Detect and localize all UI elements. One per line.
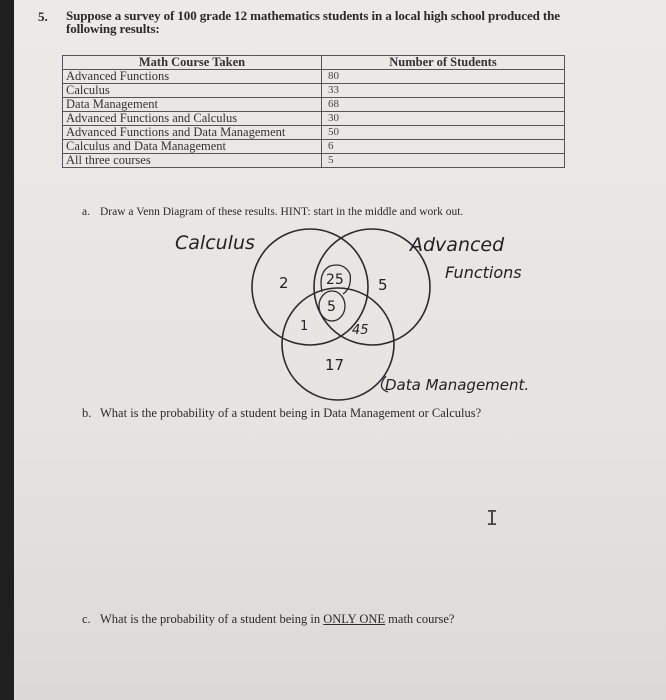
part-c xyxy=(82,612,454,627)
part-a-label: a. xyxy=(82,206,90,218)
question-number: 5. xyxy=(38,9,48,24)
question-text: Suppose a survey of 100 grade 12 mathematics students in a local high school produced the following results: xyxy=(66,8,560,36)
region-dm-only: 17 xyxy=(325,356,345,374)
label-advanced: Advanced xyxy=(410,234,505,256)
part-b-text: What is the probability of a student being in Data Management or Calculus? xyxy=(100,406,482,420)
part-a-text: Draw a Venn Diagram of these results. HINT: start in the middle and work out. xyxy=(100,206,464,218)
region-calculus-dm: 1 xyxy=(300,319,309,334)
part-b xyxy=(82,406,481,421)
row-count: 68 xyxy=(322,98,565,112)
region-af-only: 5 xyxy=(378,276,388,294)
row-count: 33 xyxy=(322,84,565,98)
row-course: Data Management xyxy=(63,98,322,112)
part-c-emphasis: ONLY ONE xyxy=(323,612,386,626)
label-calculus: Calculus xyxy=(175,232,255,254)
part-c-text-after: math course? xyxy=(385,612,455,626)
row-course: Advanced Functions and Calculus xyxy=(63,112,322,126)
label-functions: Functions xyxy=(445,263,522,282)
row-count: 50 xyxy=(322,126,565,140)
part-b-label: b. xyxy=(82,406,92,420)
row-course: Advanced Functions and Data Management xyxy=(63,126,322,140)
part-c-text-before: What is the probability of a student being in xyxy=(100,612,324,626)
calculus-circle xyxy=(252,229,368,345)
row-course: All three courses xyxy=(63,154,322,168)
row-course: Advanced Functions xyxy=(63,70,322,84)
row-count: 5 xyxy=(322,154,565,168)
row-count: 80 xyxy=(322,70,565,84)
region-af-dm: 45 xyxy=(352,323,369,338)
part-c-label: c. xyxy=(82,612,91,626)
header-count: Number of Students xyxy=(322,56,565,70)
label-data-management: Data Management. xyxy=(385,376,530,394)
region-all-three: 5 xyxy=(327,299,336,315)
row-count: 6 xyxy=(322,140,565,154)
header-course: Math Course Taken xyxy=(63,56,322,70)
row-count: 30 xyxy=(322,112,565,126)
region-calculus-only: 2 xyxy=(279,274,289,292)
region-calculus-af: 25 xyxy=(326,272,344,288)
row-course: Calculus xyxy=(63,84,322,98)
text-cursor-icon: I xyxy=(486,506,499,530)
row-course: Calculus and Data Management xyxy=(63,140,322,154)
